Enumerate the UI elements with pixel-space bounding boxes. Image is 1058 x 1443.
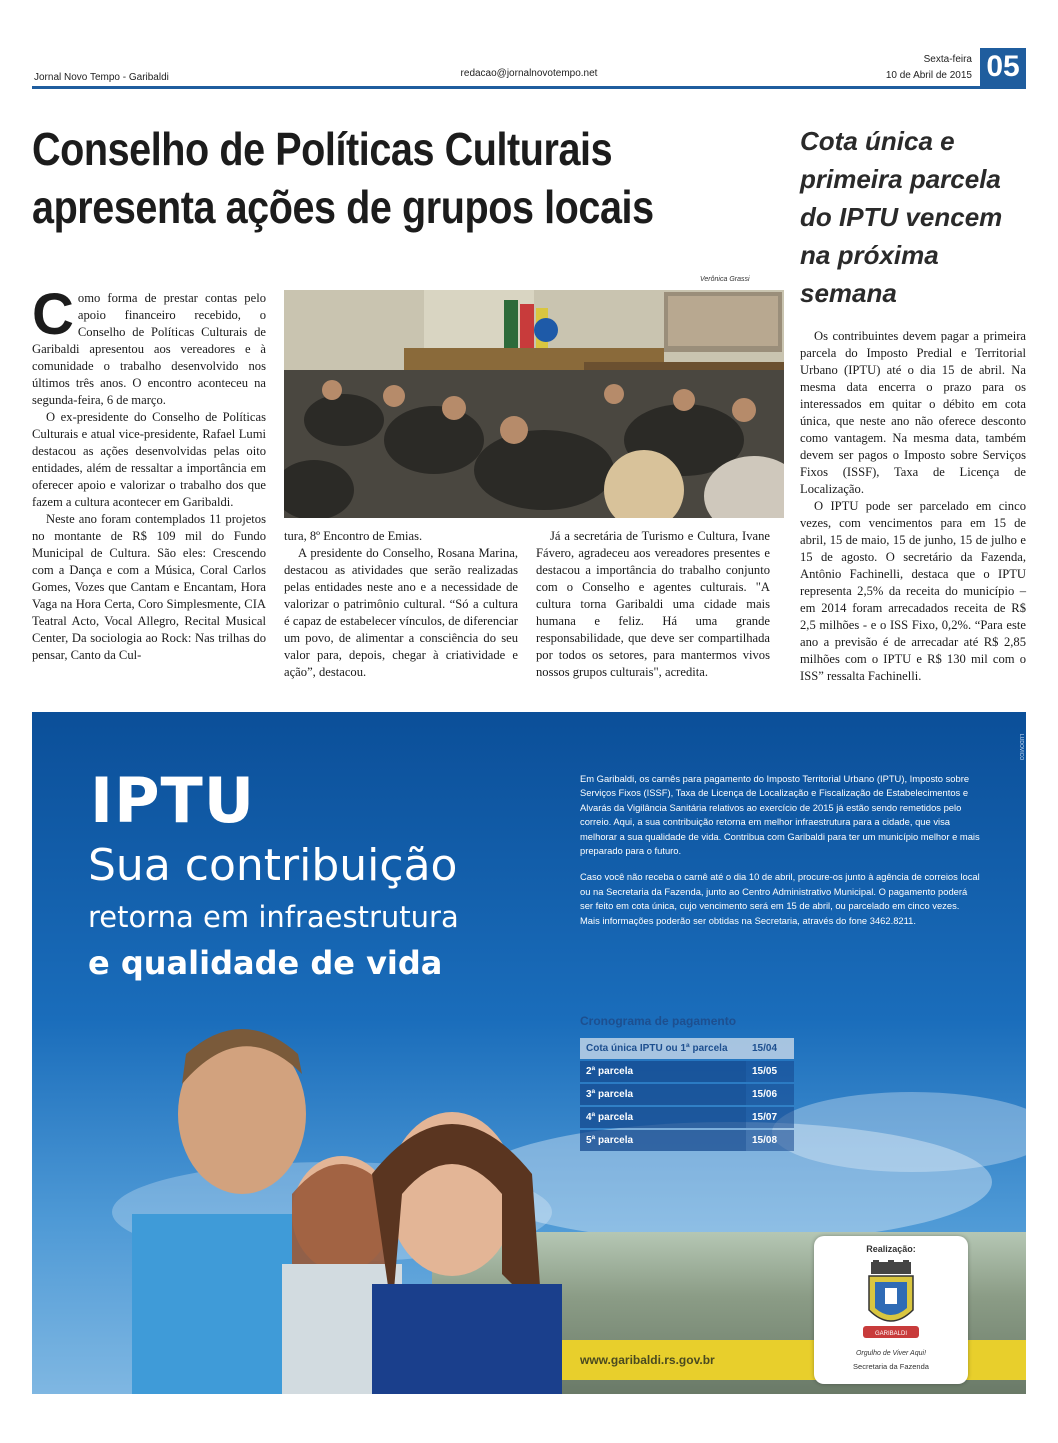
secretaria-label: Secretaria da Fazenda (853, 1362, 929, 1371)
side-title-line: Cota única e (800, 126, 955, 156)
article-paragraph: Como forma de prestar contas pelo apoio financeiro recebido, o Conselho de Políticas Culturais de Garibaldi apresentou aos vereadores e à comunidade o trabalho desenvolvido nos últimos três anos. O encontro aconteceu na segunda-feira, 6 de março. (32, 282, 266, 407)
schedule-date: 15/07 (746, 1107, 794, 1128)
header-rule (32, 86, 1026, 89)
ad-subtitle-1: Sua contribuição (88, 840, 458, 891)
realizacao-label: Realização: (866, 1244, 916, 1254)
article-column-2 (284, 528, 518, 681)
ad-body (580, 772, 980, 940)
schedule-label: 3ª parcela (580, 1084, 746, 1105)
article-paragraph: tura, 8º Encontro de Emias. (284, 529, 423, 543)
headline-line-1: Conselho de Políticas Culturais (32, 123, 613, 175)
schedule-title: Cronograma de pagamento (580, 1014, 737, 1028)
schedule-row (580, 1038, 794, 1059)
ad-paragraph: Caso você não receba o carnê até o dia 10 de abril, procure-os junto à agência de correios local ou na Secretaria da Fazenda, junto ao Centro Administrativo Municipal. O pagamento poderá ser feito em cota única, cujo vencimento será em 15 de abril, ou parcelado em cinco vezes. Mais informações poderão ser obtidas na Secretaria, através do fone 3462.8211. (580, 871, 980, 926)
article-column-3 (536, 528, 770, 681)
schedule-label: Cota única IPTU ou 1ª parcela (580, 1038, 746, 1059)
sponsor-card (814, 1236, 968, 1384)
meeting-illustration (284, 290, 784, 518)
slogan: Orgulho de Viver Aqui! (855, 1350, 927, 1357)
ad-title: IPTU (90, 764, 256, 837)
ad-paragraph: Em Garibaldi, os carnês para pagamento do Imposto Territorial Urbano (IPTU), Imposto sobre Serviços Fixos (ISSF), Taxa de Licença de Localização e Fiscalização de Estabelecimentos e Alvarás da Vigilância Sanitária relativos ao exercício de 2015 já estão sendo remetidos pelo correio. Aqui, a sua contribuição retorna em melhor infraestrutura para a cidade, que visa melhorar a sua qualidade de vida. Contribua com Garibaldi para ter um município melhor e mais preparado para o futuro. (580, 773, 980, 857)
website-link[interactable]: www.garibaldi.rs.gov.br (580, 1353, 715, 1367)
schedule-date: 15/08 (746, 1130, 794, 1151)
issue-date (886, 52, 972, 84)
photo-credit: Verônica Grassi (700, 276, 750, 283)
issue-date-text: 10 de Abril de 2015 (885, 70, 972, 81)
side-title-line: do IPTU vencem (800, 202, 1003, 232)
headline-line-2: apresenta ações de grupos locais (32, 181, 654, 233)
side-article-title (800, 122, 1020, 312)
schedule-row (580, 1061, 794, 1082)
side-article-body (800, 328, 1026, 685)
issue-weekday: Sexta-feira (923, 54, 972, 65)
side-paragraph: O IPTU pode ser parcelado em cinco vezes, com vencimentos para em 15 de abril, 15 de maio, 15 de junho, 15 de julho e 15 de agosto. O secretário da Fazenda, Antônio Fachinelli, destaca que o IPTU representa 2,5% da receita do município – em 2014 foram arrecadados receita de R$ 2,5 milhões - e o ISS Fixo, 0,2%. “Para este ano a previsão é de arrecadar até R$ 2,85 milhões com o IPTU e R$ 130 mil com o ISS” ressalta Fachinelli. (800, 499, 1026, 683)
schedule-label: 2ª parcela (580, 1061, 746, 1082)
publication-name: Jornal Novo Tempo - Garibaldi (34, 72, 169, 83)
city-crest-icon (861, 1260, 921, 1346)
schedule-date: 15/04 (746, 1038, 794, 1059)
main-headline (32, 120, 668, 236)
article-paragraph: Já a secretária de Turismo e Cultura, Ivane Fávero, agradeceu aos vereadores presentes e destacou a importância do trabalho conjunto com o Conselho e agentes culturais. "A cultura torna Garibaldi uma cidade mais humana e feliz. Há uma grande responsabilidade, que deve ser compartilhada por todos os setores, para mantermos vivos nossos grupos culturais", acredita. (536, 529, 770, 679)
family-photo (122, 1014, 562, 1394)
article-paragraph: A presidente do Conselho, Rosana Marina, destacou as atividades que serão realizadas pelas entidades neste ano e a necessidade de valorizar o patrimônio cultural. “Só a cultura é capaz de estabelecer vínculos, de diferenciar um povo, de alimentar a consciência do seu valor para, depois, chegar à criatividade e ação”, destacou. (284, 546, 518, 679)
article-column-1 (32, 282, 266, 664)
side-title-line: semana (800, 278, 897, 308)
side-title-line: primeira parcela (800, 164, 1001, 194)
agency-credit: LUDOVICO (1018, 734, 1024, 761)
schedule-date: 15/05 (746, 1061, 794, 1082)
schedule-row (580, 1107, 794, 1128)
schedule-row (580, 1084, 794, 1105)
side-paragraph: Os contribuintes devem pagar a primeira parcela do Imposto Predial e Territorial Urbano (IPTU) até o dia 15 de abril. Na mesma data encerra o prazo para os interessados em quitar o débito em cota única, que neste ano não oferece desconto como vantagem. Na mesma data, também devem ser pagos o Imposto sobre Serviços Fixos (ISSF), Taxa de Licença de Localização. (800, 329, 1026, 496)
schedule-label: 5ª parcela (580, 1130, 746, 1151)
schedule-row (580, 1130, 794, 1151)
ad-subtitle-3: e qualidade de vida (88, 944, 443, 982)
schedule-date: 15/06 (746, 1084, 794, 1105)
side-title-line: na próxima (800, 240, 939, 270)
payment-schedule (580, 1038, 794, 1153)
page-number: 05 (980, 48, 1026, 86)
ad-subtitle-2: retorna em infraestrutura (88, 900, 459, 934)
drop-cap: C (32, 282, 74, 347)
council-meeting-photo (284, 290, 784, 518)
article-paragraph: O ex-presidente do Conselho de Políticas Culturais e atual vice-presidente, Rafael Lumi destacou as ações desenvolvidas pelas oito entidades, além de ressaltar a importância em oferecer apoio e valorizar o trabalho dos que fazem a cultura acontecer em Garibaldi. (32, 410, 266, 509)
article-paragraph: Neste ano foram contemplados 11 projetos no montante de R$ 109 mil do Fundo Municipal de Cultura. São eles: Crescendo com a Dança e com a Música, Coral Carlos Gomes, Vozes que Cantam e Encantam, Hora Vaga na Hora Certa, Coro Simplesmente, CIA Teatral Acto, Vocal Allegro, Recital Musical Center, Da sociologia ao Rock: Nas trilhas do pensar, Canto da Cul- (32, 512, 266, 662)
iptu-advertisement (32, 712, 1026, 1394)
crest-banner-text: GARIBALDI (874, 1331, 908, 1337)
editorial-email[interactable]: redacao@jornalnovotempo.net (460, 68, 598, 79)
schedule-label: 4ª parcela (580, 1107, 746, 1128)
